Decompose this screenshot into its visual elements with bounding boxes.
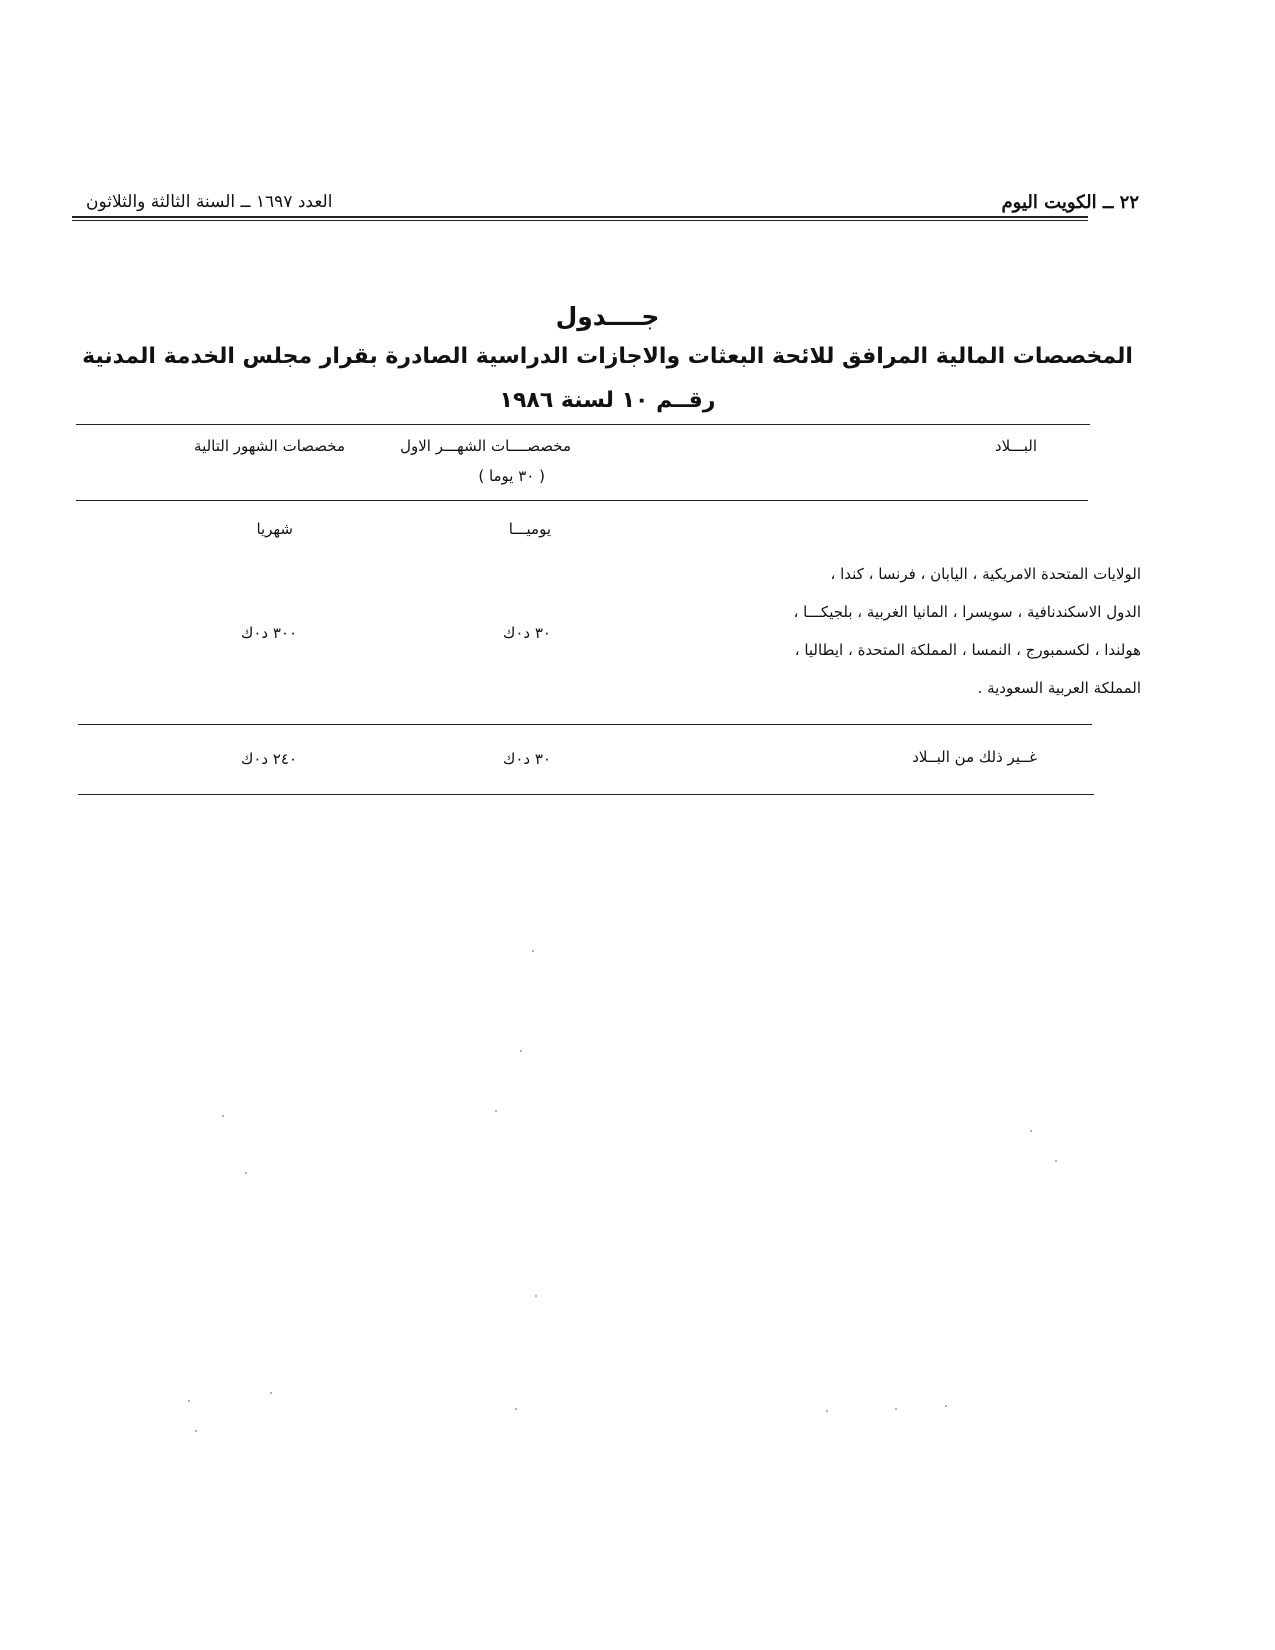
row-1-countries bbox=[621, 555, 1141, 707]
row-2-daily: ٣٠ د٠ك bbox=[502, 750, 551, 768]
scan-speck bbox=[895, 1408, 897, 1410]
table-top-rule bbox=[76, 424, 1090, 425]
row-2-countries: غــير ذلك من البــلاد bbox=[912, 748, 1037, 766]
header-rule-bottom bbox=[72, 220, 1088, 221]
scan-speck bbox=[270, 1392, 272, 1394]
row-1-countries-line: هولندا ، لكسمبورج ، النمسا ، المملكة المتحدة ، ايطاليا ، bbox=[794, 641, 1141, 659]
column-header-country: البـــلاد bbox=[994, 437, 1037, 455]
row-1-countries-line: الدول الاسكندنافية ، سويسرا ، المانيا الغربية ، بلجيكـــا ، bbox=[793, 603, 1141, 621]
scan-speck bbox=[945, 1405, 947, 1407]
scan-speck bbox=[245, 1172, 247, 1174]
table-title-line2: رقــم ١٠ لسنة ١٩٨٦ bbox=[499, 388, 716, 413]
column-header-first-month: مخصصــــات الشهـــر الاول bbox=[400, 437, 571, 455]
header-rule-top bbox=[72, 216, 1088, 218]
unit-daily: يوميـــا bbox=[508, 520, 551, 538]
scan-speck bbox=[1055, 1160, 1057, 1162]
row-1-daily: ٣٠ د٠ك bbox=[502, 624, 551, 642]
scan-speck bbox=[532, 950, 534, 952]
page-header-issue: العدد ١٦٩٧ ــ السنة الثالثة والثلاثون bbox=[86, 192, 333, 212]
row-1-countries-line: الولايات المتحدة الامريكية ، اليابان ، فرنسا ، كندا ، bbox=[830, 565, 1141, 583]
unit-monthly: شهريا bbox=[256, 520, 293, 538]
table-heading: جــــدول bbox=[555, 302, 660, 331]
scan-speck bbox=[222, 1115, 224, 1117]
column-header-first-month-note: ( ٣٠ يوما ) bbox=[478, 467, 545, 485]
scan-speck bbox=[520, 1050, 522, 1052]
page-header-title: ٢٢ ــ الكويت اليوم bbox=[1001, 192, 1139, 213]
table-bottom-rule bbox=[78, 794, 1094, 795]
scan-speck bbox=[1030, 1130, 1032, 1132]
row-divider bbox=[78, 724, 1092, 725]
scan-speck bbox=[188, 1400, 190, 1402]
scan-speck bbox=[195, 1430, 197, 1432]
header-bottom-rule bbox=[76, 500, 1088, 501]
scan-speck bbox=[535, 1295, 537, 1297]
scan-speck bbox=[826, 1410, 828, 1412]
scan-speck bbox=[495, 1110, 497, 1112]
table-title-line1: المخصصات المالية المرافق للائحة البعثات والاجازات الدراسية الصادرة بقرار مجلس الخدمة المدنية bbox=[82, 344, 1133, 369]
row-1-countries-line: المملكة العربية السعودية . bbox=[977, 679, 1141, 697]
scan-speck bbox=[515, 1408, 517, 1410]
row-1-monthly: ٣٠٠ د٠ك bbox=[240, 624, 297, 642]
column-header-next-months: مخصصات الشهور التالية bbox=[194, 437, 345, 455]
row-2-monthly: ٢٤٠ د٠ك bbox=[240, 750, 297, 768]
